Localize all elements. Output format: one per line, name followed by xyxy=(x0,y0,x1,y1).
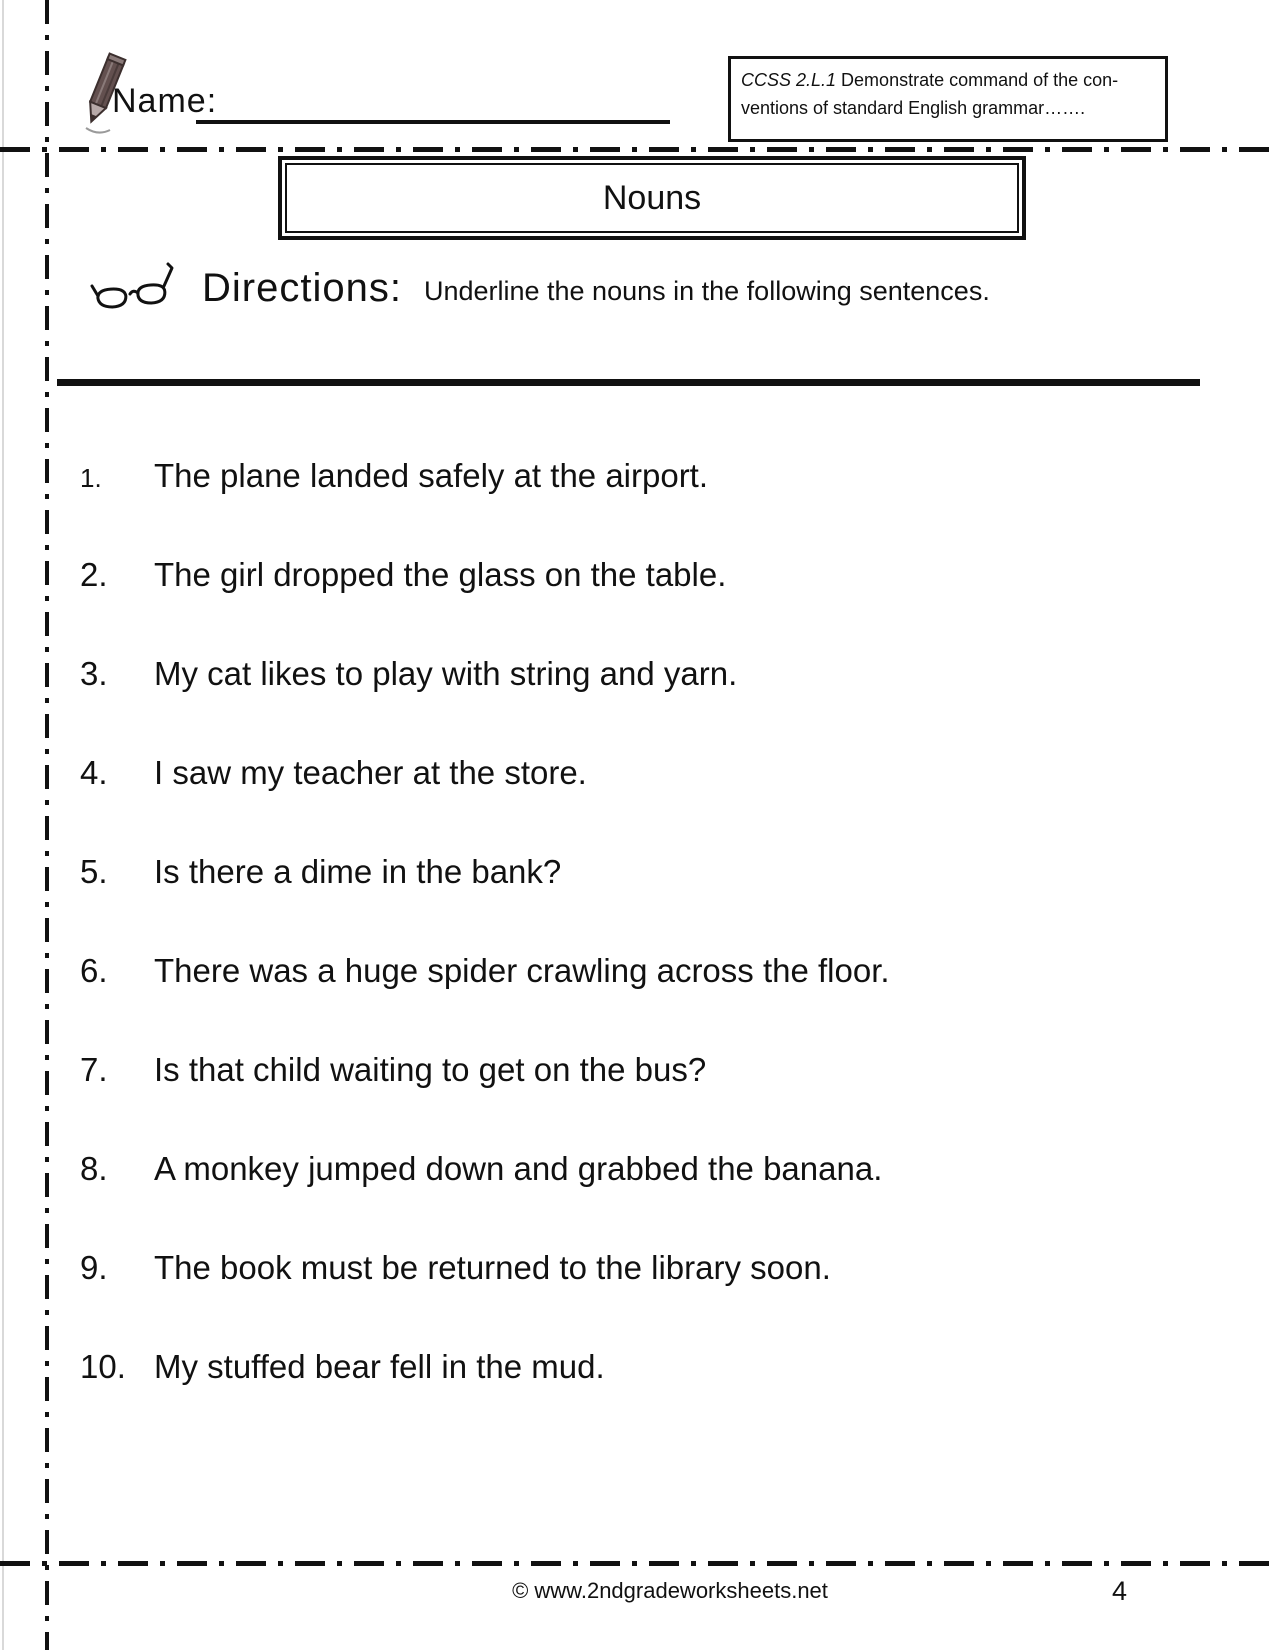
sentence-text: My cat likes to play with string and yarn. xyxy=(154,655,738,692)
sentence-text: A monkey jumped down and grabbed the banana. xyxy=(154,1150,883,1187)
sentence-row xyxy=(80,1343,1200,1391)
sentence-text: Is that child waiting to get on the bus? xyxy=(154,1051,707,1088)
sentence-row xyxy=(80,1145,1200,1193)
sentence-row xyxy=(80,848,1200,896)
sentence-number: 5. xyxy=(80,853,108,890)
sentence-text: The plane landed safely at the airport. xyxy=(154,457,709,494)
sentence-text: Is there a dime in the bank? xyxy=(154,853,562,890)
footer-divider-dashdot-line xyxy=(0,1561,1275,1566)
sentence-number: 3. xyxy=(80,655,108,692)
sentence-number: 4. xyxy=(80,754,108,791)
sentence-number: 9. xyxy=(80,1249,108,1286)
sentence-row xyxy=(80,947,1200,995)
sentence-number: 1. xyxy=(80,463,102,493)
sentence-number: 7. xyxy=(80,1051,108,1088)
sentence-text: The book must be returned to the library soon. xyxy=(154,1249,831,1286)
header-divider-dashdot-line xyxy=(0,147,1275,152)
footer-copyright: © www.2ndgradeworksheets.net xyxy=(512,1578,828,1603)
name-blank-line xyxy=(196,120,670,124)
sentence-row xyxy=(80,452,1200,500)
sentence-number: 6. xyxy=(80,952,108,989)
ccss-line2: ventions of standard English grammar……. xyxy=(741,97,1086,118)
directions-label: Directions: xyxy=(202,265,402,310)
sentence-row xyxy=(80,650,1200,698)
ccss-code: CCSS 2.L.1 xyxy=(741,70,837,90)
sentence-row xyxy=(80,749,1200,797)
sentence-number: 10. xyxy=(80,1348,126,1385)
page-title: Nouns xyxy=(602,178,702,217)
left-margin-dashdot-line xyxy=(45,0,49,1650)
glasses-icon xyxy=(90,256,176,320)
sentence-text: The girl dropped the glass on the table. xyxy=(154,556,727,593)
directions-text: Underline the nouns in the following sentences. xyxy=(423,275,990,306)
title-box xyxy=(278,156,1026,240)
sentence-row xyxy=(80,1244,1200,1292)
sentence-row xyxy=(80,1046,1200,1094)
section-divider-line xyxy=(57,379,1200,386)
page-number: 4 xyxy=(1112,1576,1128,1606)
sentence-number: 2. xyxy=(80,556,108,593)
sentence-number: 8. xyxy=(80,1150,108,1187)
sentence-text: My stuffed bear fell in the mud. xyxy=(154,1348,605,1385)
ccss-line1: Demonstrate command of the con- xyxy=(836,70,1119,90)
name-label: Name: xyxy=(112,82,218,120)
page-edge-line xyxy=(2,0,4,1650)
sentence-row xyxy=(80,551,1200,599)
ccss-standard-box xyxy=(728,56,1168,142)
sentence-list xyxy=(80,452,1200,1442)
sentence-text: There was a huge spider crawling across the floor. xyxy=(154,952,890,989)
directions-row xyxy=(90,252,1170,324)
sentence-text: I saw my teacher at the store. xyxy=(154,754,587,791)
